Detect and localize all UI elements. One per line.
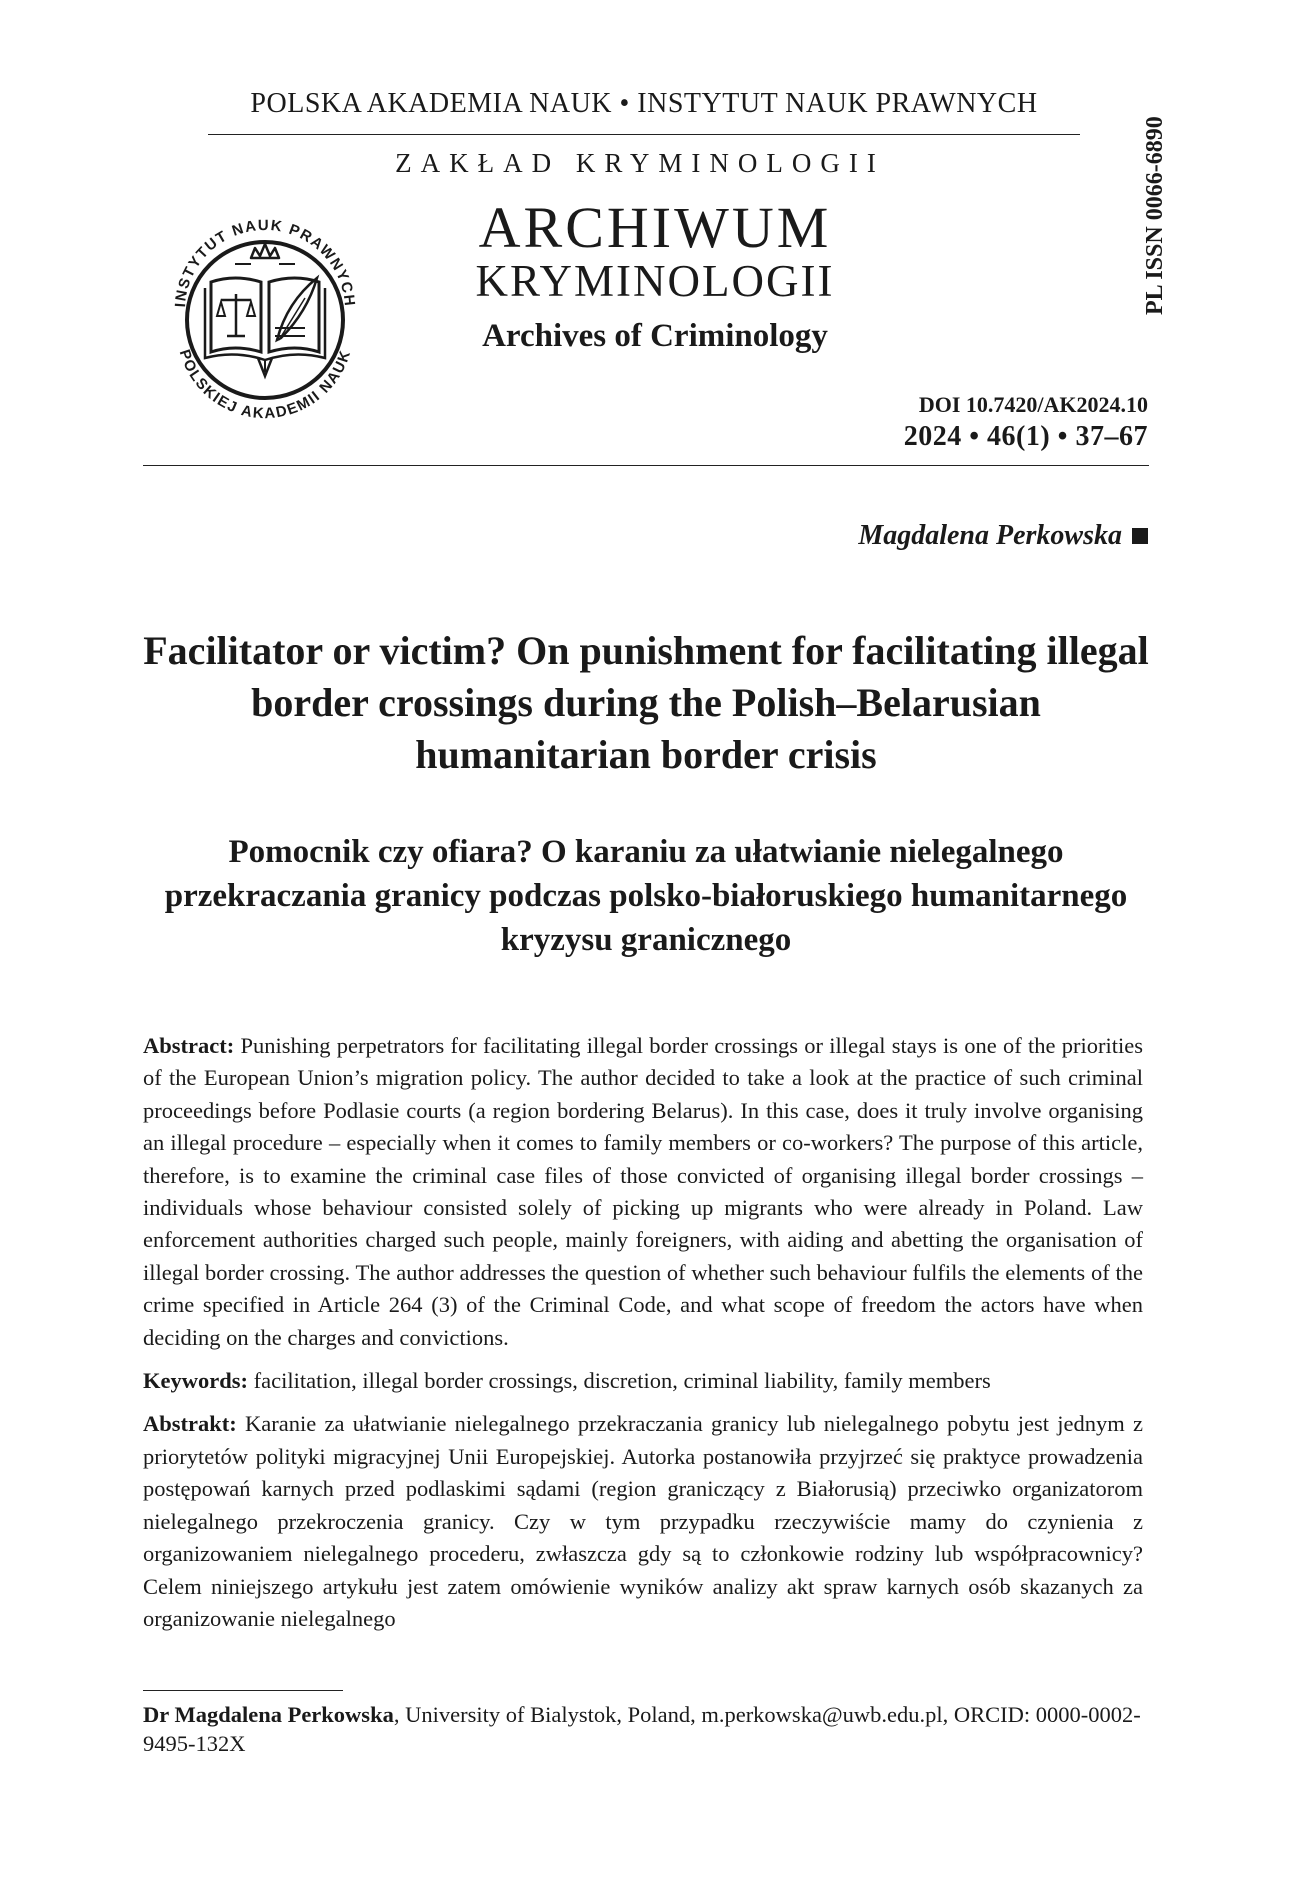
abstracts-section xyxy=(143,1030,1143,1646)
footnote-author-details: , University of Bialystok, Poland, m.perkowska@uwb.edu.pl, ORCID: 0000-0002-9495-132X xyxy=(143,1702,1141,1756)
abstrakt-text: Karanie za ułatwianie nielegalnego przekraczania granicy lub nielegalnego pobytu jest jednym z priorytetów polityki migracyjnej Unii Europejskiej. Autorka postanowiła przyjrzeć się praktyce prowadzenia postępowań karnych przed podlaskimi sądami (region graniczący z Białorusią) przeciwko organizatorom nielegalnego przekroczenia granicy. Czy w tym przypadku rzeczywiście mamy do czynienia z organizowaniem nielegalnego procederu, zwłaszcza gdy są to członkowie rodziny lub współpracownicy? Celem niniejszego artykułu jest zatem omówienie wyników analizy akt spraw karnych osób skazanych za organizowanie nielegalnego xyxy=(143,1411,1144,1631)
author-name: Magdalena Perkowska xyxy=(858,520,1122,551)
institute-seal-icon xyxy=(155,180,373,440)
author-byline xyxy=(858,520,1148,552)
keywords-paragraph xyxy=(143,1365,1143,1397)
svg-text:INSTYTUT NAUK PRAWNYCH xyxy=(172,217,358,308)
footnote-author-name: Dr Magdalena Perkowska xyxy=(143,1702,394,1727)
footnote-divider xyxy=(143,1690,343,1691)
journal-title-english: Archives of Criminology xyxy=(482,318,828,354)
journal-title-line1: ARCHIWUM xyxy=(478,195,832,260)
seal-top-text: INSTYTUT NAUK PRAWNYCH xyxy=(172,216,359,308)
abstract-paragraph xyxy=(143,1030,1143,1354)
header-divider xyxy=(143,465,1149,466)
author-footnote xyxy=(143,1700,1143,1758)
article-title-english: Facilitator or victim? On punishment for facilitating illegal border crossings during the Polish–Belarusian humanitarian border crisis xyxy=(143,628,1149,777)
volume-info: 2024 • 46(1) • 37–67 xyxy=(903,421,1148,452)
issn-label: PL ISSN 0066-6890 xyxy=(1142,116,1168,316)
abstrakt-label: Abstrakt: xyxy=(143,1411,237,1437)
journal-title-line2: KRYMINOLOGII xyxy=(475,256,835,306)
institution-header: POLSKA AKADEMIA NAUK • INSTYTUT NAUK PRAWNYCH xyxy=(208,88,1080,135)
svg-text:POLSKIEJ AKADEMII NAUK xyxy=(176,347,355,422)
square-bullet-icon xyxy=(1132,528,1148,544)
abstract-text: Punishing perpetrators for facilitating illegal border crossings or illegal stays is one of the priorities of the European Union’s migration policy. The author decided to take a look at the practice of such criminal proceedings before Podlasie courts (a region bordering Belarus). In this case, does it truly involve organising an illegal procedure – especially when it comes to family members or co-workers? The purpose of this article, therefore, is to examine the criminal case files of those convicted of organising illegal border crossings – individuals whose behaviour consisted solely of picking up migrants who were already in Poland. Law enforcement authorities charged such people, mainly foreigners, with aiding and abetting the organisation of illegal border crossing. The author addresses the question of whether such behaviour fulfils the elements of the crime specified in Article 264 (3) of the Criminal Code, and what scope of freedom the actors have when deciding on the charges and convictions. xyxy=(143,1033,1143,1350)
seal-bottom-text: POLSKIEJ AKADEMII NAUK xyxy=(175,347,355,423)
article-title-polish: Pomocnik czy ofiara? O karaniu za ułatwianie nielegalnego przekraczania granicy podczas polsko-białoruskiego humanitarnego kryzysu granicznego xyxy=(164,834,1128,958)
keywords-label: Keywords: xyxy=(143,1368,248,1394)
doi: DOI 10.7420/AK2024.10 xyxy=(918,392,1148,417)
abstrakt-paragraph xyxy=(143,1408,1143,1635)
keywords-text: facilitation, illegal border crossings, discretion, criminal liability, family members xyxy=(253,1368,991,1394)
abstract-label: Abstract: xyxy=(143,1033,235,1058)
department-name: ZAKŁAD KRYMINOLOGII xyxy=(395,148,885,178)
